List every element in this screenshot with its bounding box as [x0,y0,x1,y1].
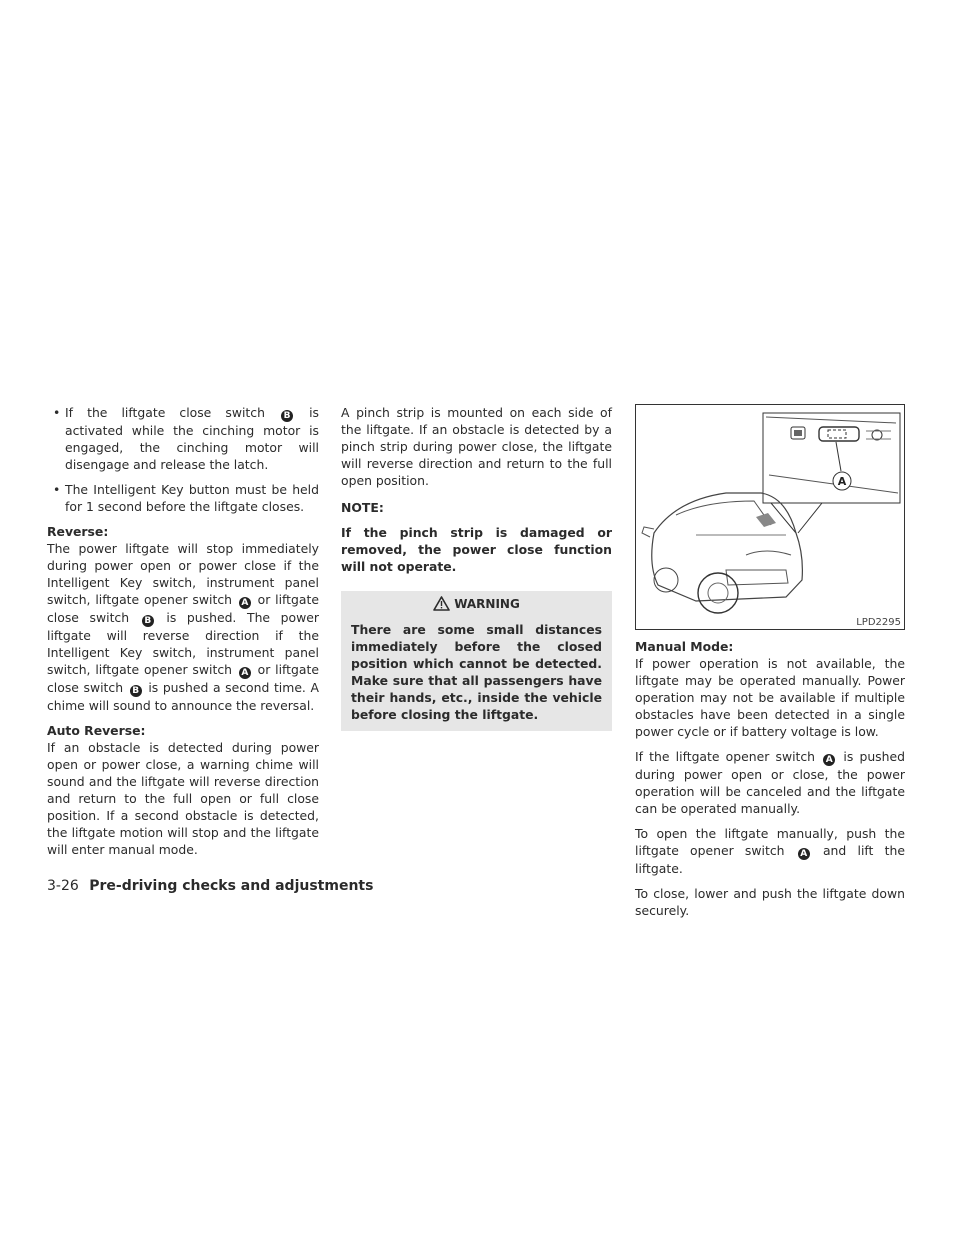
open-manually-paragraph: To open the liftgate manually, push the liftgate opener switch A and lift the liftgate. [635,826,905,876]
marker-b-icon: B [130,685,142,697]
middle-column [341,404,612,731]
marker-a-icon: A [239,597,251,609]
note-label: NOTE: [341,500,384,515]
page-footer [47,878,373,894]
page-number: 3-26 [47,878,79,894]
figure-code: LPD2295 [856,617,901,628]
auto-reverse-heading: Auto Reverse: [47,723,146,738]
close-manually-paragraph: To close, lower and push the liftgate down securely. [635,886,905,918]
marker-b-icon: B [281,410,293,422]
reverse-paragraph: The power liftgate will stop immediately during power open or power close if the Intelligent Key switch, instrument panel switch, liftgate opener switch A or liftgate close switch B is pushed. The power liftgate will reverse direction if the Intelligent Key switch, instrument panel switch, liftgate opener switch A or liftgate close switch B is pushed a second time. A chime will sound to announce the reversal. [47,541,319,713]
marker-b-icon: B [142,615,154,627]
marker-a-icon: A [798,848,810,860]
warning-triangle-icon [433,596,450,611]
bullet-dot: • [53,405,61,420]
reverse-heading: Reverse: [47,524,109,539]
bullet-item-close-switch: • If the liftgate close switch B is activated while the cinching motor is engaged, the cinching motor will disengage and release the latch. [53,405,319,472]
manual-mode-heading: Manual Mode: [635,639,734,654]
note-text: If the pinch strip is damaged or removed, the power close function will not operate. [341,525,612,574]
auto-reverse-paragraph: If an obstacle is detected during power open or power close, a warning chime will sound and the liftgate will reverse direction and return to the full open or full close position. If a second obstacle is detected, the liftgate motion will stop and the liftgate will enter manual mode. [47,740,319,857]
marker-a-icon: A [239,667,251,679]
callout-a-label: A [837,475,847,488]
warning-text: There are some small distances immediately before the closed position which cannot be detected. Make sure that all passengers have their hands, etc., inside the vehicle before closing the liftgate. [351,622,602,722]
vehicle-rear-liftgate-drawing [636,405,904,629]
liftgate-illustration [635,404,905,630]
section-title: Pre-driving checks and adjustments [89,878,374,894]
warning-title: WARNING [351,596,602,613]
bullet-item-intelligent-key: • The Intelligent Key button must be held for 1 second before the liftgate closes. [53,482,319,514]
bullet-dot: • [53,482,61,497]
pinch-strip-paragraph: A pinch strip is mounted on each side of the liftgate. If an obstacle is detected by a pinch strip during power close, the liftgate will reverse direction and return to the full open position. [341,405,612,488]
warning-box [341,591,612,731]
manual-mode-paragraph: If power operation is not available, the liftgate may be operated manually. Power operation may not be available if multiple obstacles have been detected in a single power cycle or if battery voltage is low. [635,656,905,739]
opener-switch-paragraph: If the liftgate opener switch A is pushed during power open or close, the power operation will be canceled and the liftgate can be operated manually. [635,749,905,816]
right-column [635,404,905,927]
marker-a-icon: A [823,754,835,766]
left-column [47,404,319,866]
